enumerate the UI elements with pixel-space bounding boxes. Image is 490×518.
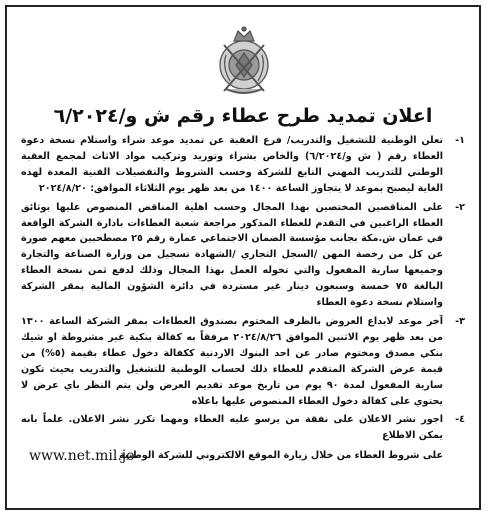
clause-2 xyxy=(21,200,469,311)
announcement-title: اعلان تمديد طرح عطاء رقم ش و/٦/٢٠٢٤ xyxy=(53,105,433,127)
clause-number: ٣- xyxy=(455,315,465,327)
clause-text: آخر موعد لايداع العروض بالظرف المختوم بصندوق العطاءات بمقر الشركة الساعة ١٣٠٠ من بعد ظهر يوم الاثنين الموافق ٢٠٢٤/٨/٢٦ مرفقاً به كفالة بنكية غير مشروطة او شيك بنكي مصدق ومختوم صادر عن احد البنوك الاردنية ككفالة دخول عطاء بقيمة (٥%) من قيمة عرض الشركة المتقدم للعطاء ذلك لحساب الوطنية للتشغيل والتدريب بحيث تكون سارية المفعول لمدة ٩٠ يوم من تاريخ موعد تقديم العرض ولن يتم النظر باي عرض لا يحتوي على كفالة دخول العطاء المنصوص عليها باعلاه xyxy=(21,315,444,407)
clause-number: ١- xyxy=(455,135,465,146)
clause-text: على المناقصين المختصين بهذا المجال وحسب اهلية المناقص المنصوص عليها بوثائق العطاء الراغبين في التقدم للعطاء المذكور مراجعة شعبة العطاءات بادارة الشركة الواقعة في عمان ش.مكة بجانب مؤسسة الضمان الاجتماعي عمارة رقم ٢٥ مصطحبين معهم صورة عن كل من رخصة المهن /السجل التجاري /الشهادة تسجيل من وزارة الصناعة والتجارة وجميعها سارية المفعول والتي تخوله العمل بهذا المجال وذلك لدفع ثمن نسخة العطاء البالغة ٧٥ خمسة وسبعون دينار غير مستردة في دائرة الشؤون المالية بمقر الشركة واستلام نسخة دعوة العطاء xyxy=(21,201,443,309)
tail-text: على شروط العطاء من خلال زيارة الموقع الالكتروني للشركة الوطنية xyxy=(119,450,443,462)
clause-3 xyxy=(21,314,469,409)
clause-text: اجور نشر الاعلان على نفقة من يرسو عليه العطاء ومهما تكرر نشر الاعلان. علماً بانه يمكن الاطلاع xyxy=(21,414,443,442)
website-link[interactable]: www.net.mil.jo xyxy=(29,448,135,465)
clause-text: تعلن الوطنية للتشغيل والتدريب/ فرع العقبة عن تمديد موعد شراء واستلام نسخة دعوة العطاء رقم ( ش و/٦/٢٠٢٤) والخاص بشراء وتوريد وتركيب مواد الاثاث لمجمع العقبة الوطني للتدريب المهني التابع للشركة وحسب الشروط والتفصيلات الفنية المعدة لهذه الغاية ليصبح بموعد لا يتجاوز الساعة ١٤٠٠ من بعد ظهر يوم الثلاثاء الموافق: ٢٠٢٤/٨/٢٠ xyxy=(21,135,444,194)
clause-number: ٤- xyxy=(455,414,465,426)
clause-number: ٢- xyxy=(455,201,465,213)
announcement-frame xyxy=(5,5,481,510)
announcement-body xyxy=(21,133,469,465)
clause-4 xyxy=(21,412,469,444)
clause-1 xyxy=(21,133,469,197)
clause-4-continuation xyxy=(21,447,469,465)
royal-crown-emblem-icon xyxy=(212,25,276,97)
